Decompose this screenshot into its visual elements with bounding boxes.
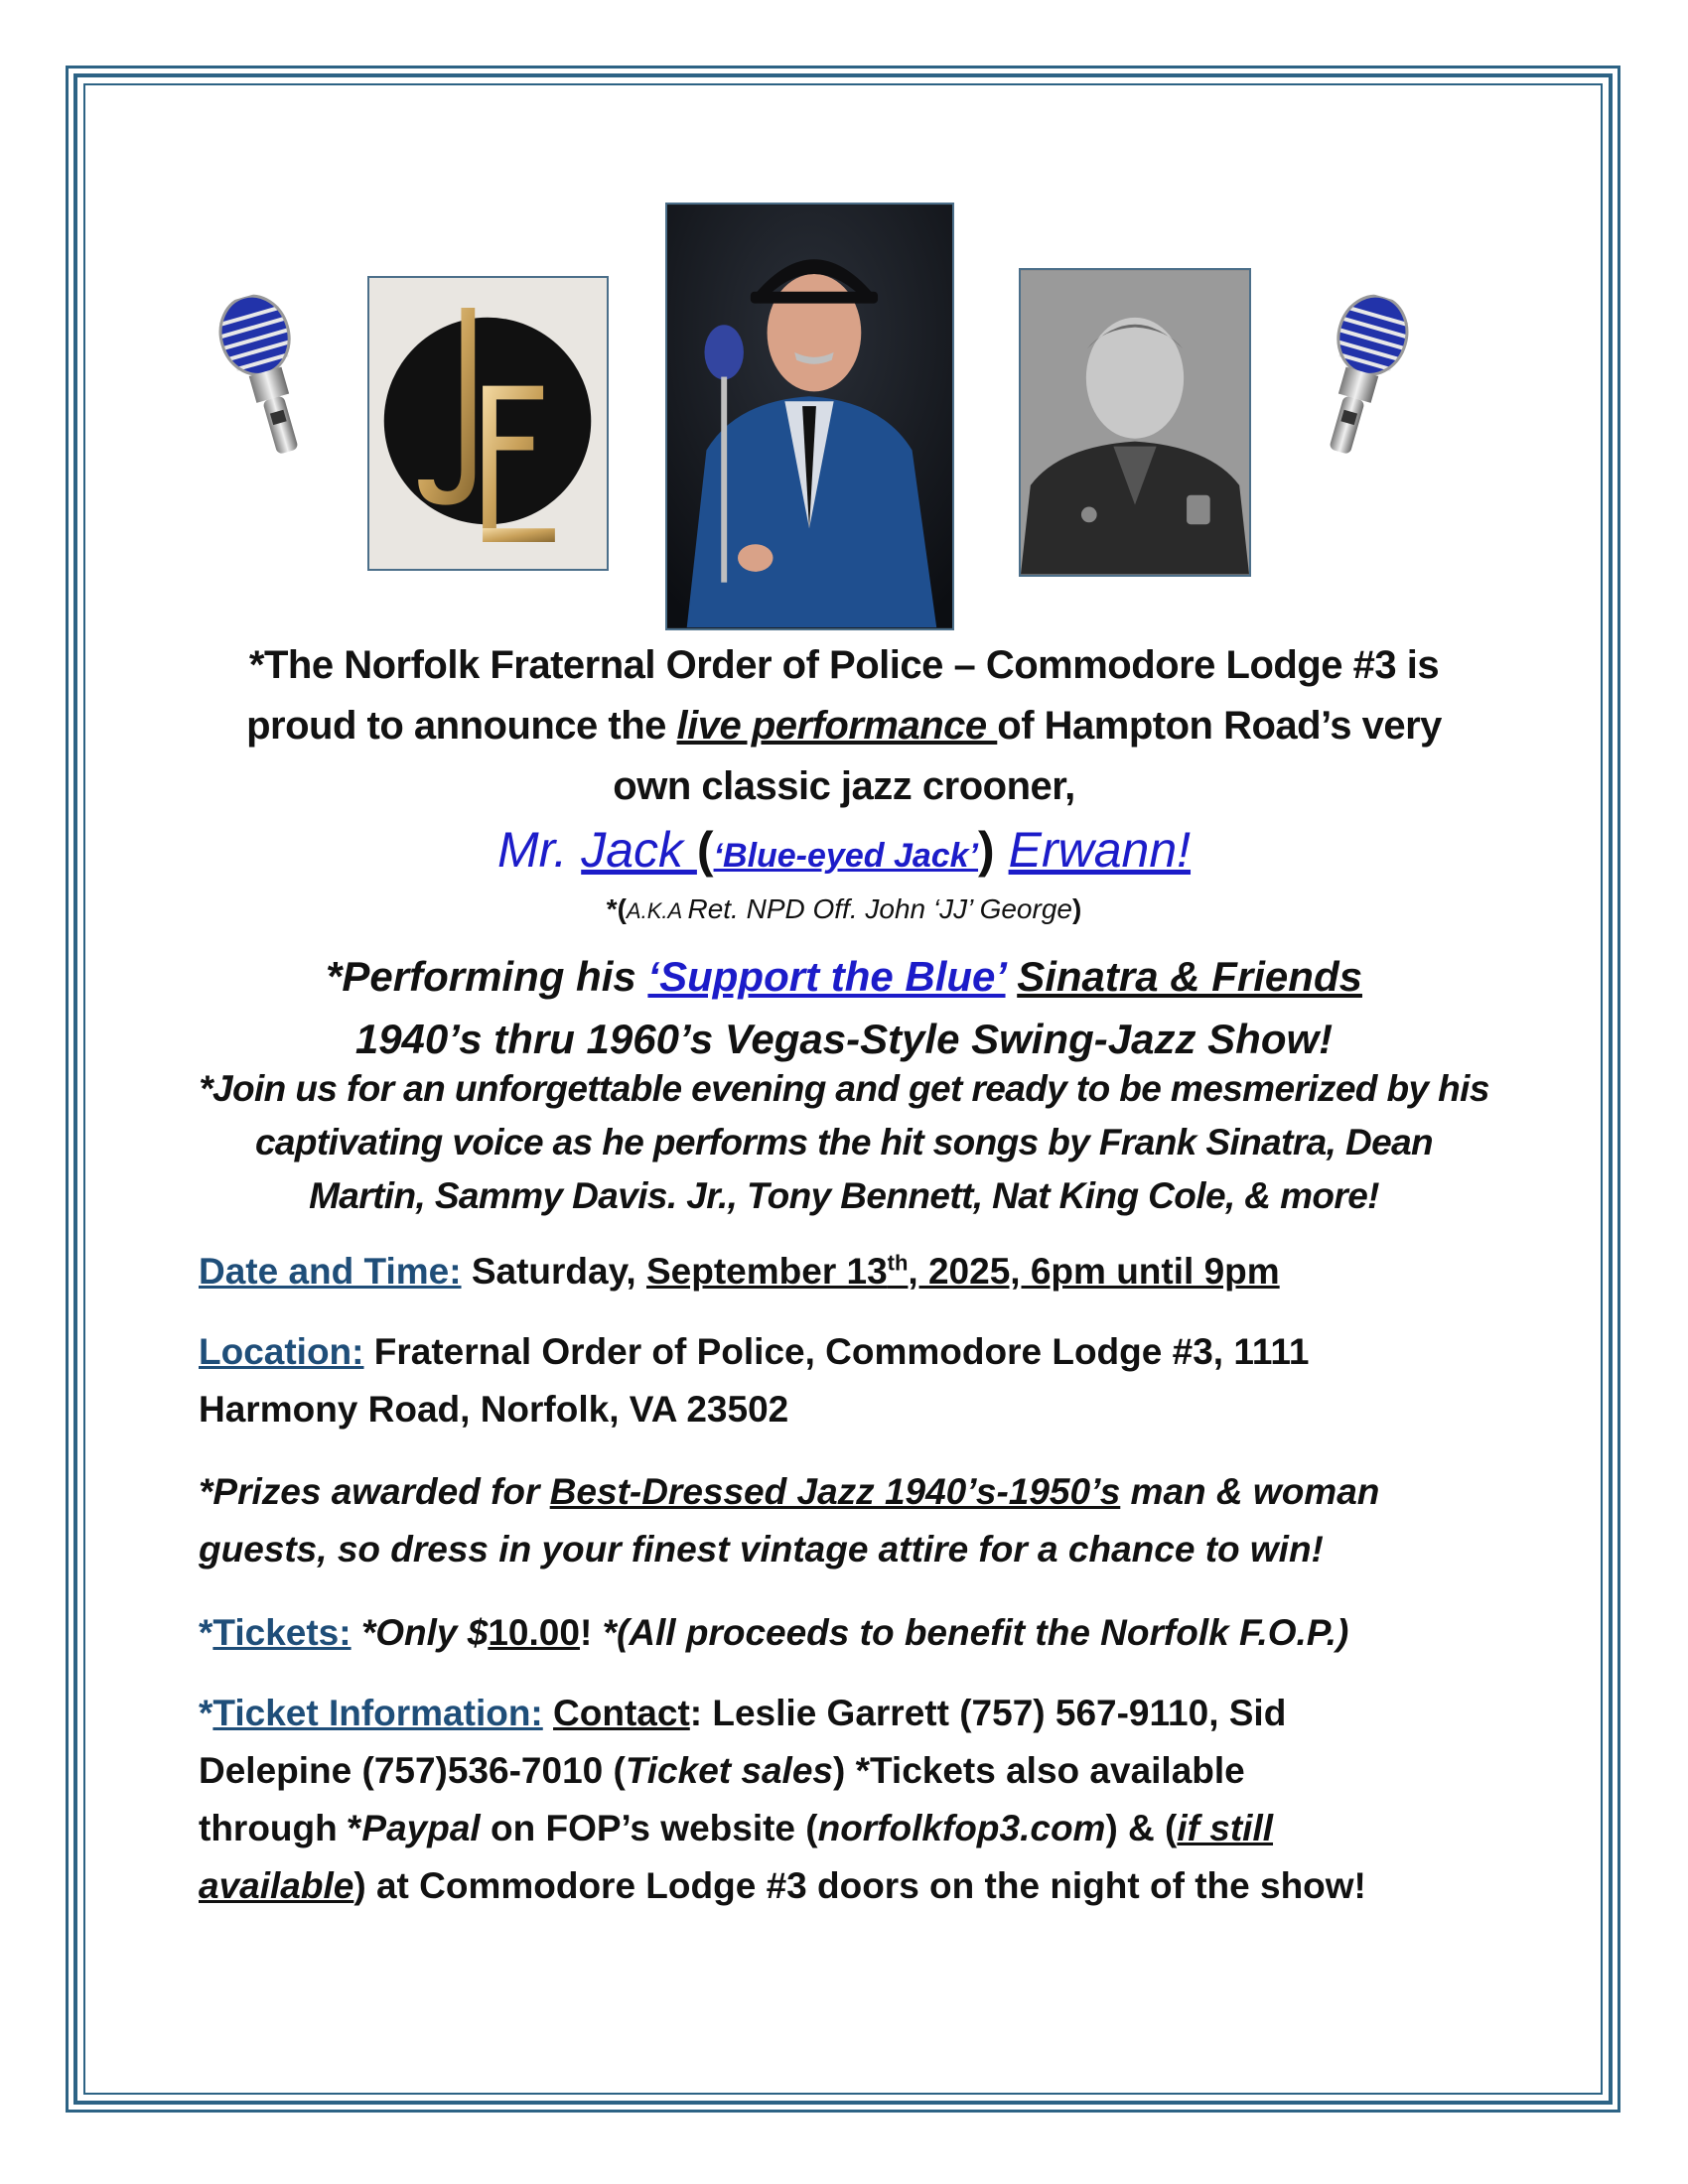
announcement bbox=[99, 635, 1589, 817]
performer-last-name: Erwann! bbox=[1008, 822, 1192, 878]
aka-open: *( bbox=[606, 893, 627, 924]
date-suffix: th bbox=[887, 1250, 909, 1276]
ticket-info-line-4 bbox=[199, 1857, 1519, 1915]
contact-text: Delepine (757)536-7010 ( bbox=[199, 1750, 626, 1791]
location-address-2: Harmony Road, Norfolk, VA 23502 bbox=[199, 1389, 789, 1430]
prizes-highlight: Best-Dressed Jazz 1940’s-1950’s bbox=[549, 1471, 1121, 1512]
date-rest: , 2025, 6pm until 9pm bbox=[908, 1251, 1280, 1292]
website-text: norfolkfop3.com bbox=[817, 1808, 1106, 1848]
ticket-information bbox=[199, 1685, 1519, 1915]
announcement-line-3: own classic jazz crooner, bbox=[613, 764, 1075, 808]
location-address-1: Fraternal Order of Police, Commodore Lodge #3, 1111 bbox=[363, 1331, 1310, 1372]
invitation-line-2: captivating voice as he performs the hit songs by Frank Sinatra, Dean bbox=[254, 1122, 1434, 1162]
prizes-prefix: *Prizes awarded for bbox=[199, 1471, 550, 1512]
announcement-text: of Hampton Road’s very bbox=[997, 704, 1442, 748]
ticket-sales-note: Ticket sales bbox=[625, 1750, 833, 1791]
location-label: Location: bbox=[199, 1331, 364, 1372]
invitation bbox=[99, 1062, 1589, 1223]
contact-label: Contact bbox=[553, 1693, 690, 1733]
paypal-text: Paypal bbox=[361, 1808, 481, 1848]
date-label: Date and Time: bbox=[199, 1251, 462, 1292]
date-month-day: September 13 bbox=[645, 1251, 888, 1292]
performer-paren: ) bbox=[978, 822, 1009, 878]
invitation-line-3: Martin, Sammy Davis. Jr., Tony Bennett, Nat King Cole, & more! bbox=[309, 1175, 1379, 1216]
show-line-2: 1940’s thru 1960’s Vegas-Style Swing-Jazz Show! bbox=[354, 1016, 1334, 1062]
contact-text: : Leslie Garrett (757) 567-9110, Sid bbox=[689, 1693, 1287, 1733]
live-performance-emphasis: live performance bbox=[676, 704, 998, 748]
je-logo bbox=[367, 276, 609, 571]
tickets bbox=[199, 1604, 1519, 1662]
singer-photo bbox=[665, 203, 954, 630]
tickets-note: *(All proceeds to benefit the Norfolk F.O.P.) bbox=[592, 1612, 1349, 1653]
invitation-line-1: *Join us for an unforgettable evening and get ready to be mesmerized by his bbox=[199, 1068, 1489, 1109]
prizes-line-2: guests, so dress in your finest vintage attire for a chance to win! bbox=[199, 1529, 1324, 1570]
performer-name bbox=[99, 820, 1589, 886]
tickets-star: * bbox=[199, 1612, 213, 1653]
contact-text: on FOP’s website ( bbox=[480, 1808, 818, 1848]
aka-text: Ret. NPD Off. John ‘JJ’ George bbox=[687, 893, 1072, 924]
ticket-info-star: * bbox=[199, 1693, 213, 1733]
officer-photo bbox=[1019, 268, 1251, 577]
ticket-info-label: Ticket Information: bbox=[212, 1693, 543, 1733]
prizes bbox=[199, 1463, 1519, 1578]
contact-text: through * bbox=[199, 1808, 362, 1848]
show-prefix: *Performing his bbox=[326, 953, 648, 1000]
if-still-available: if still bbox=[1177, 1808, 1274, 1848]
prizes-line-1 bbox=[199, 1463, 1519, 1521]
tickets-bang: ! bbox=[579, 1612, 593, 1653]
performer-first-name: Jack bbox=[581, 822, 697, 878]
performer-aka bbox=[99, 889, 1589, 931]
announcement-line-2 bbox=[99, 696, 1589, 756]
show-line-1 bbox=[99, 945, 1589, 1008]
performer-paren: ( bbox=[696, 822, 714, 878]
support-the-blue: ‘Support the Blue’ bbox=[647, 953, 1006, 1000]
date-weekday: Saturday, bbox=[461, 1251, 646, 1292]
contact-text: ) *Tickets also available bbox=[832, 1750, 1245, 1791]
show-title bbox=[99, 945, 1589, 1070]
ticket-price: 10.00 bbox=[488, 1612, 580, 1653]
performer-nickname: ‘Blue-eyed Jack’ bbox=[713, 837, 979, 875]
announcement-text: proud to announce the bbox=[246, 704, 677, 748]
tickets-label: Tickets: bbox=[212, 1612, 352, 1653]
ticket-info-line-3 bbox=[199, 1800, 1519, 1857]
prizes-rest: man & woman bbox=[1120, 1471, 1380, 1512]
if-still-available: available bbox=[199, 1865, 354, 1906]
location bbox=[199, 1323, 1519, 1438]
location-line-1 bbox=[199, 1323, 1519, 1381]
date-time bbox=[199, 1243, 1519, 1300]
ticket-info-line-2 bbox=[199, 1742, 1519, 1800]
aka-abbrev: A.K.A bbox=[626, 898, 688, 923]
sinatra-friends: Sinatra & Friends bbox=[1017, 953, 1362, 1000]
announcement-line-1: *The Norfolk Fraternal Order of Police – Commodore Lodge #3 is bbox=[248, 643, 1440, 687]
contact-text: ) at Commodore Lodge #3 doors on the night of the show! bbox=[353, 1865, 1366, 1906]
tickets-only: *Only $ bbox=[351, 1612, 489, 1653]
contact-text: ) & ( bbox=[1105, 1808, 1178, 1848]
date-value bbox=[646, 1251, 1280, 1292]
performer-title: Mr. bbox=[496, 822, 582, 878]
aka-close: ) bbox=[1071, 893, 1082, 924]
ticket-info-line-1 bbox=[199, 1685, 1519, 1742]
